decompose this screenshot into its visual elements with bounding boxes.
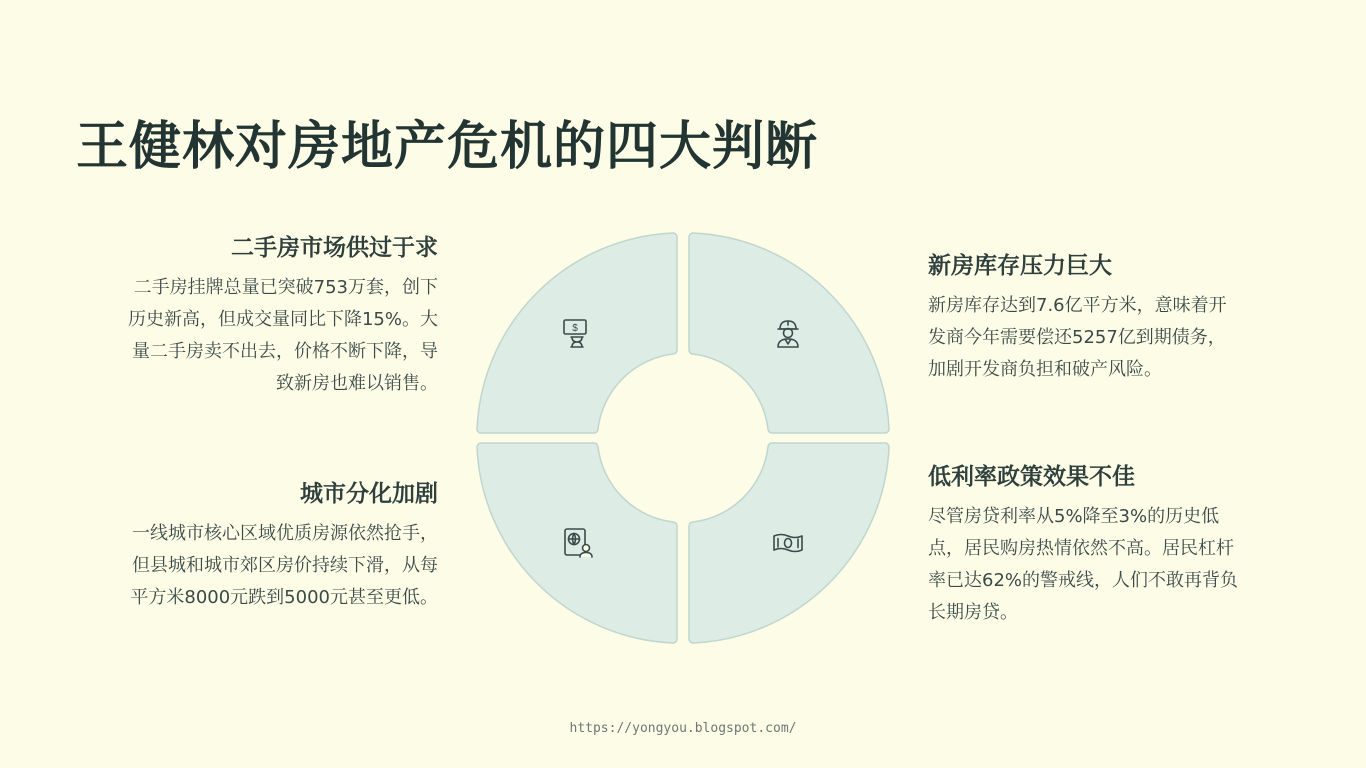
body-line: 长期房贷。 <box>928 602 1018 623</box>
body-line: 量二手房卖不出去，价格不断下降，导 <box>132 341 438 362</box>
money-hourglass-icon <box>561 316 595 350</box>
body-line: 新房库存达到7.6亿平方米，意味着开 <box>928 295 1227 316</box>
quadrant-text-bottom-left <box>76 478 438 614</box>
quadrant-heading: 二手房市场供过于求 <box>231 235 438 261</box>
body-line: 但县城和城市郊区房价持续下滑，从每 <box>132 555 438 576</box>
body-line: 历史新高，但成交量同比下降15%。大 <box>127 309 438 330</box>
svg-text:$: $ <box>572 323 578 334</box>
banknote-icon <box>771 526 805 560</box>
quadrant-body <box>928 290 1290 386</box>
page-title: 王健林对房地产危机的四大判断 <box>76 117 819 177</box>
quadrant-text-top-right <box>928 250 1290 386</box>
construction-worker-icon <box>771 316 805 350</box>
body-line: 加剧开发商负担和破产风险。 <box>928 359 1162 380</box>
body-line: 二手房挂牌总量已突破753万套，创下 <box>133 277 438 298</box>
quadrant-heading: 低利率政策效果不佳 <box>928 464 1135 490</box>
body-line: 一线城市核心区域优质房源依然抢手， <box>132 523 438 544</box>
footer-url: https://yongyou.blogspot.com/ <box>569 721 797 736</box>
quadrant-heading: 新房库存压力巨大 <box>928 253 1112 279</box>
body-line: 平方米8000元跌到5000元甚至更低。 <box>130 587 438 608</box>
body-line: 点，居民购房热情依然不高。居民杠杆 <box>928 538 1234 559</box>
globe-user-document-icon <box>561 526 595 560</box>
quadrant-text-top-left <box>76 232 438 400</box>
quadrant-ring <box>460 215 906 661</box>
quadrant-text-bottom-right <box>928 461 1290 629</box>
body-line: 致新房也难以销售。 <box>276 373 438 394</box>
quadrant-body <box>928 501 1290 629</box>
body-line: 率已达62%的警戒线，人们不敢再背负 <box>928 570 1239 591</box>
quadrant-body <box>76 518 438 614</box>
quadrant-heading: 城市分化加剧 <box>300 481 438 507</box>
body-line: 发商今年需要偿还5257亿到期债务， <box>928 327 1226 348</box>
quadrant-body <box>76 272 438 400</box>
body-line: 尽管房贷利率从5%降至3%的历史低 <box>928 506 1220 527</box>
